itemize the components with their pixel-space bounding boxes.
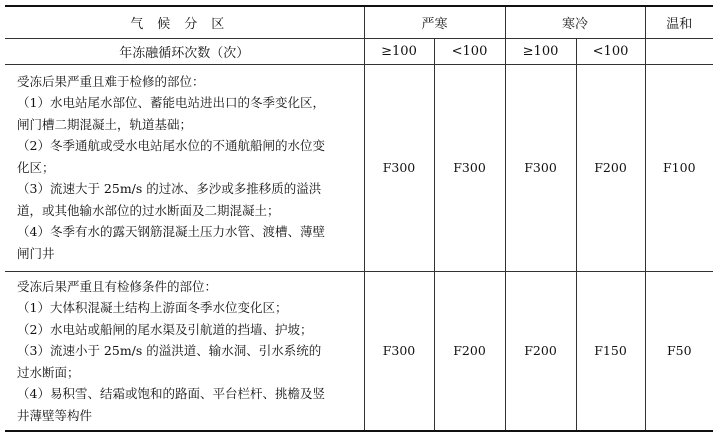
description-line: 井薄壁等构件 bbox=[17, 407, 93, 423]
description-line: （4）易积雪、结霜或饱和的路面、平台栏杆、挑檐及竖 bbox=[17, 386, 325, 401]
cycle-value: ≥100 bbox=[364, 38, 434, 64]
description-line: （3）流速小于 25m/s 的溢洪道、输水洞、引水系统的 bbox=[17, 343, 322, 358]
zone-mild: 温和 bbox=[645, 6, 713, 38]
header-row-zones bbox=[5, 6, 713, 38]
frost-grade: F100 bbox=[645, 64, 713, 271]
description-line: 受冻后果严重且难于检修的部位： bbox=[17, 73, 205, 89]
description-line: 闸门槽二期混凝土，轨道基础； bbox=[17, 116, 193, 132]
description-line: 受冻后果严重且有检修条件的部位： bbox=[17, 278, 218, 294]
header-row-cycles bbox=[5, 38, 713, 64]
description-line: （2）冬季通航或受水电站尾水位的不通航船闸的水位变 bbox=[17, 138, 325, 154]
description-line: （4）冬季有水的露天钢筋混凝土压力水管、渡槽、薄壁 bbox=[17, 224, 325, 240]
cycle-value: <100 bbox=[434, 38, 505, 64]
description-line: （1）水电站尾水部位、蓄能电站进出口的冬季变化区， bbox=[17, 95, 325, 111]
freeze-thaw-cycles-label: 年冻融循环次数（次） bbox=[5, 38, 364, 64]
zone-cold: 寒冷 bbox=[505, 6, 645, 38]
description-line: （2）水电站或船闸的尾水渠及引航道的挡墙、护坡； bbox=[17, 321, 313, 337]
cycle-value: ≥100 bbox=[505, 38, 576, 64]
frost-grade: F300 bbox=[364, 271, 434, 431]
frost-grade: F300 bbox=[505, 64, 576, 271]
cycle-value: <100 bbox=[576, 38, 645, 64]
frost-grade: F300 bbox=[434, 64, 505, 271]
cycle-value bbox=[645, 38, 713, 64]
description-line: （1）大体积混凝土结构上游面冬季水位变化区； bbox=[17, 300, 288, 315]
frost-grade: F200 bbox=[505, 271, 576, 431]
zone-severe-cold: 严寒 bbox=[364, 6, 505, 38]
description-line: 过水断面； bbox=[17, 364, 80, 380]
description-line: 化区； bbox=[17, 159, 55, 175]
description-line: 道，或其他输水部位的过水断面及二期混凝土； bbox=[17, 202, 280, 218]
description-line: 闸门井 bbox=[17, 245, 55, 261]
frost-grade: F300 bbox=[364, 64, 434, 271]
table-row bbox=[5, 271, 713, 431]
climate-zone-header: 气候分区 bbox=[5, 6, 364, 38]
frost-grade: F200 bbox=[576, 64, 645, 271]
frost-grade: F50 bbox=[645, 271, 713, 431]
frost-grade: F150 bbox=[576, 271, 645, 431]
frost-resistance-table bbox=[5, 5, 713, 432]
description-line: （3）流速大于 25m/s 的过冰、多沙或多推移质的溢洪 bbox=[17, 181, 322, 197]
part-description bbox=[5, 64, 364, 271]
table-row bbox=[5, 64, 713, 271]
frost-grade: F200 bbox=[434, 271, 505, 431]
part-description bbox=[5, 271, 364, 431]
